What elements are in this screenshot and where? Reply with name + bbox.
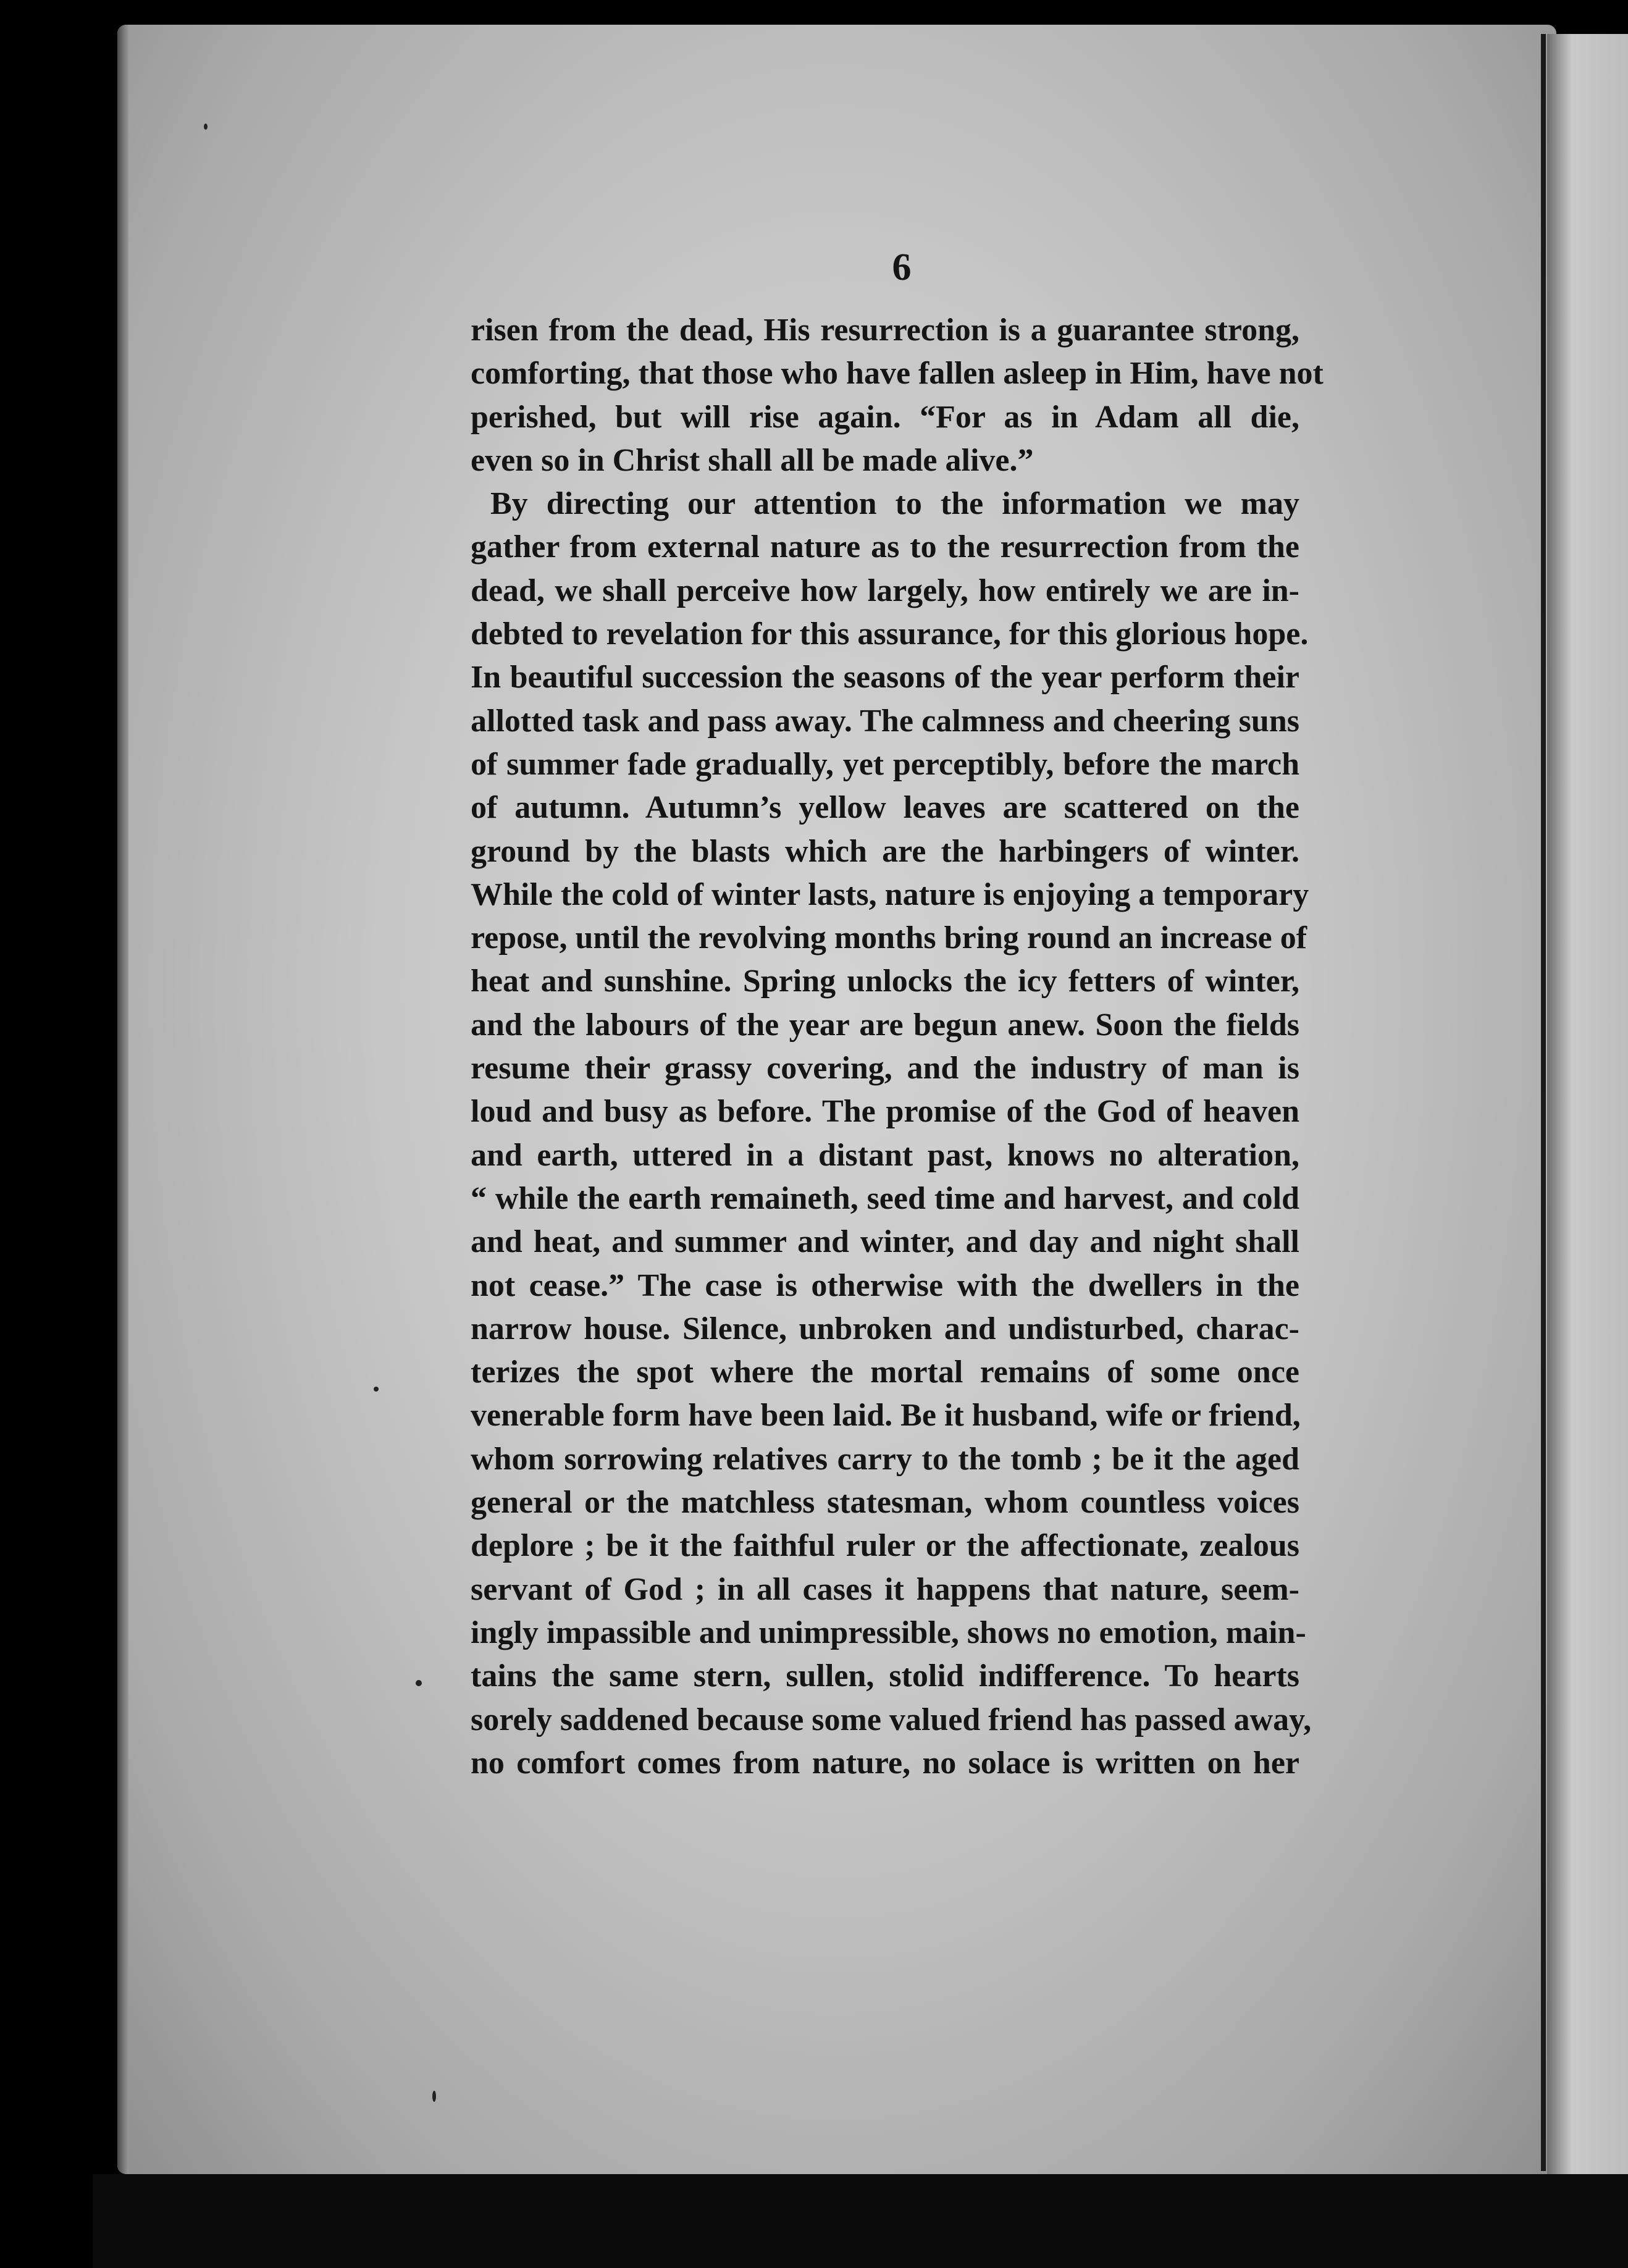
page-number: 6 xyxy=(892,246,912,288)
text-line: of summer fade gradually, yet perceptibly, before the march xyxy=(471,746,1299,782)
dust-speck xyxy=(416,1680,422,1686)
text-line: allotted task and pass away. The calmness and cheering suns xyxy=(471,703,1299,739)
body-text xyxy=(471,309,1324,1785)
dust-speck xyxy=(432,2091,436,2102)
text-line: not cease.” The case is otherwise with the dwellers in the xyxy=(471,1267,1299,1303)
text-line: comforting, that those who have fallen asleep in Him, have not xyxy=(471,356,1324,392)
text-line: and heat, and summer and winter, and day and night shall xyxy=(471,1224,1299,1260)
text-line: heat and sunshine. Spring unlocks the icy fetters of winter, xyxy=(471,964,1299,999)
text-line: dead, we shall perceive how largely, how entirely we are in- xyxy=(471,573,1299,608)
text-line: loud and busy as before. The promise of the God of heaven xyxy=(471,1094,1299,1130)
text-line: By directing our attention to the information we may xyxy=(490,486,1299,522)
text-line: of autumn. Autumn’s yellow leaves are scattered on the xyxy=(471,790,1299,826)
text-line: ingly impassible and unimpressible, shows no emotion, main- xyxy=(471,1615,1306,1650)
text-line: risen from the dead, His resurrection is a guarantee strong, xyxy=(471,313,1299,348)
text-line: terizes the spot where the mortal remains of some once xyxy=(471,1354,1299,1390)
text-line: debted to revelation for this assurance, for this glorious hope. xyxy=(471,616,1309,652)
text-line: While the cold of winter lasts, nature is enjoying a temporary xyxy=(471,876,1309,912)
page-fold-line xyxy=(1541,34,1546,2171)
text-line: tains the same stern, sullen, stolid indifference. To hearts xyxy=(471,1658,1299,1694)
text-line: whom sorrowing relatives carry to the tomb ; be it the aged xyxy=(471,1441,1299,1477)
text-line: perished, but will rise again. “For as in Adam all die, xyxy=(471,399,1299,435)
text-line: and earth, uttered in a distant past, knows no alteration, xyxy=(471,1137,1299,1173)
text-line: and the labours of the year are begun anew. Soon the fields xyxy=(471,1007,1299,1043)
text-line: servant of God ; in all cases it happens that nature, seem- xyxy=(471,1571,1299,1607)
text-line: In beautiful succession the seasons of the year perform their xyxy=(471,660,1299,695)
dust-speck xyxy=(204,124,208,130)
text-line: gather from external nature as to the resurrection from the xyxy=(471,529,1299,565)
text-line: even so in Christ shall all be made alive.” xyxy=(471,442,1034,478)
text-line: sorely saddened because some valued friend has passed away, xyxy=(471,1702,1312,1737)
adjacent-page-strip xyxy=(1547,34,1628,2177)
text-line: narrow house. Silence, unbroken and undisturbed, charac- xyxy=(471,1311,1299,1346)
text-line: deplore ; be it the faithful ruler or the affectionate, zealous xyxy=(471,1528,1299,1564)
text-line: repose, until the revolving months bring round an increase of xyxy=(471,920,1307,956)
text-line: general or the matchless statesman, whom countless voices xyxy=(471,1485,1299,1521)
text-line: venerable form have been laid. Be it husband, wife or friend, xyxy=(471,1398,1301,1434)
text-line: “ while the earth remaineth, seed time and harvest, and cold xyxy=(471,1180,1299,1216)
text-line: ground by the blasts which are the harbingers of winter. xyxy=(471,833,1299,869)
page-shadow-edge xyxy=(117,25,128,2174)
dust-speck xyxy=(374,1387,379,1392)
text-line: no comfort comes from nature, no solace is written on her xyxy=(471,1745,1299,1781)
text-line: resume their grassy covering, and the industry of man is xyxy=(471,1051,1299,1086)
scan-background-band xyxy=(93,2174,1628,2268)
